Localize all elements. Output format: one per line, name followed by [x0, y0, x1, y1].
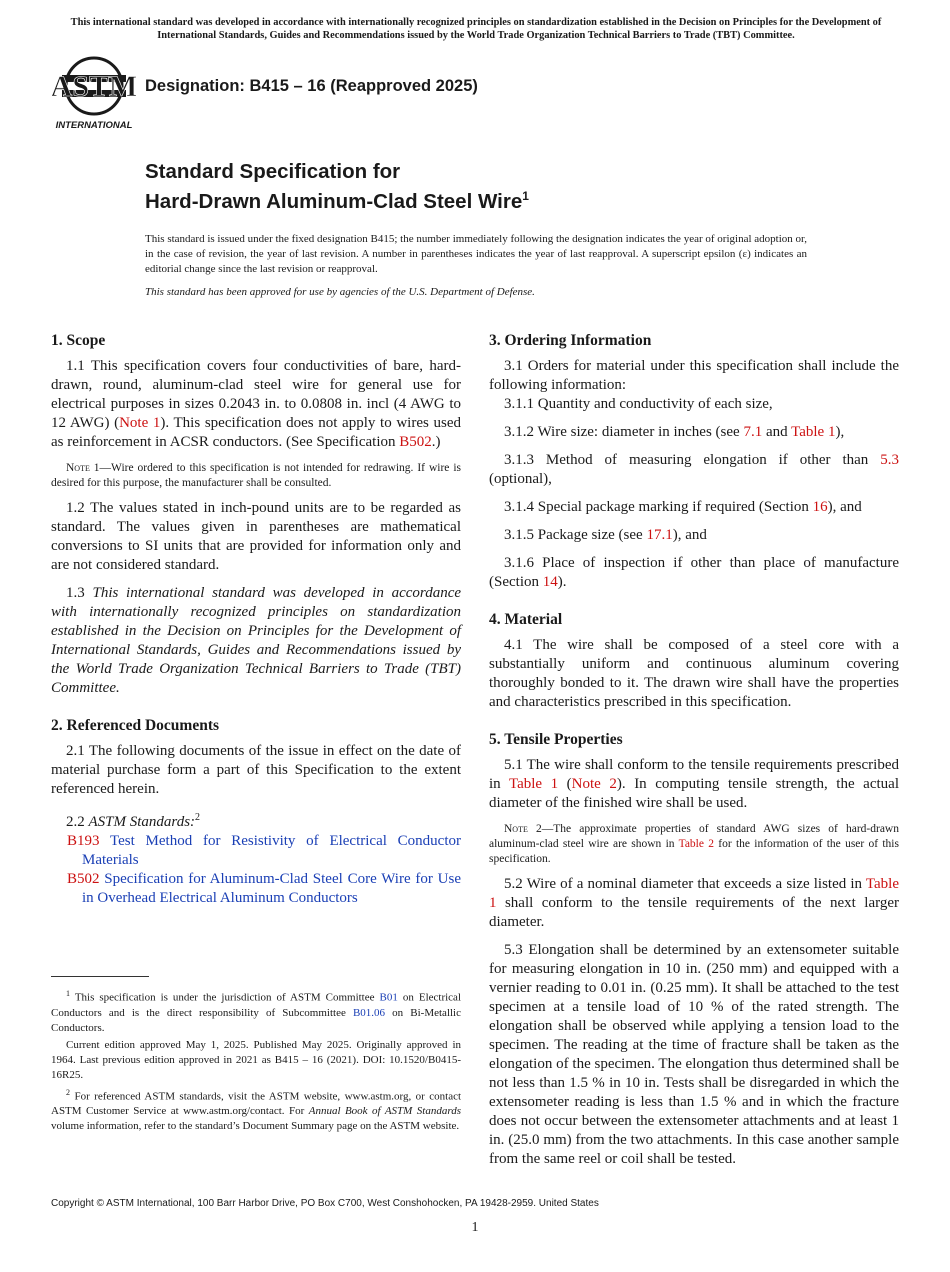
link-note-2[interactable]: Note 2: [571, 776, 617, 792]
item-3-1-4: 3.1.4 Special package marking if required (Section 16), and: [504, 499, 862, 515]
link-table-1-c[interactable]: Table 1: [489, 876, 899, 911]
section-5-heading: 5. Tensile Properties: [489, 731, 623, 748]
top-notice: This international standard was developed in accordance with internationally recognized principles on standardization established in the Decision on Principles for the Development of International Standards, Guides and Recommendations issued by the World Trade Organization Technical Barriers to Trade (TBT) Committee.: [70, 17, 882, 41]
para-5-1: 5.1 The wire shall conform to the tensile requirements prescribed in Table 1 (Note 2). In computing tensile strength, the actual diameter of the finished wire shall be used.: [489, 757, 899, 811]
left-column: [51, 331, 461, 908]
para-4-1: 4.1 The wire shall be composed of a steel core with a substantially uniform and continuous aluminum covering thoroughly bonded to it. The drawn wire shall have the properties and characteristics prescribed in this specification.: [489, 637, 899, 710]
link-section-14[interactable]: 14: [542, 574, 558, 590]
right-column: [489, 331, 899, 1178]
link-section-16[interactable]: 16: [812, 499, 828, 515]
logo-subtext: INTERNATIONAL: [55, 120, 133, 131]
item-3-1-1: 3.1.1 Quantity and conductivity of each size,: [504, 396, 773, 412]
b01-link[interactable]: B01: [379, 991, 398, 1004]
designation: Designation: B415 – 16 (Reapproved 2025): [145, 77, 478, 95]
item-3-1-5: 3.1.5 Package size (see 17.1), and: [504, 527, 707, 543]
dod-approval-note: This standard has been approved for use by agencies of the U.S. Department of Defense.: [145, 286, 535, 298]
para-5-3: 5.3 Elongation shall be determined by an extensometer suitable for measuring elongation in 10 in. (250 mm) and equipped with a vernier reading to 0.01 in. (0.25 mm). It shall be attached to the test specimen at a tensile load of 10 % of the rated strength. The elongation shall be observed while applying a tension load to the specimen. The reading at the time of fracture shall be taken as the elongation of the specimen. The elongation thus determined shall be not less than 1.5 % in 10 in. Tests shall be disregarded in which the extensometer reading is less than 1.5 % and in which the fracture does not occur between the extensometer attachments and at least 1 in. (25.0 mm) from the two attachments. In this case another sample from the same reel or coil shall be tested.: [489, 942, 899, 1167]
note-2: Note 2—The approximate properties of standard AWG sizes of hard-drawn aluminum-clad steel wire are shown in Table 2 for the information of the user of this specification.: [489, 823, 899, 865]
issue-note: This standard is issued under the fixed designation B415; the number immediately following the designation indicates the year of original adoption or, in the case of revision, the year of last revision. A number in parentheses indicates the year of last reapproval. A superscript epsilon (ε) indicates an editorial change since the last revision or reapproval.: [145, 233, 807, 275]
section-1-heading: 1. Scope: [51, 332, 106, 349]
logo-text: ASTM: [52, 70, 136, 103]
title-main: Hard-Drawn Aluminum-Clad Steel Wire: [145, 189, 523, 213]
title-line-2: [145, 184, 529, 214]
link-table-1[interactable]: Table 1: [791, 424, 836, 440]
item-3-1-2: 3.1.2 Wire size: diameter in inches (see 7.1 and Table 1),: [504, 424, 845, 440]
link-5-3[interactable]: 5.3: [880, 452, 899, 468]
footnote-1: $^1$ This specification is under the jurisdiction of ASTM Committee B01 on Electrical Conductors and is the direct responsibility of Subcommittee B01.06 on Bi-Metallic Conductors.: [51, 989, 461, 1034]
footnote-1-current-edition: Current edition approved May 1, 2025. Published May 2025. Originally approved in 1964. Last previous edition approved in 2021 as B415 – 16 (2021). DOI: 10.1520/B0415-16R25.: [51, 1038, 461, 1081]
note-1-link[interactable]: Note 1: [119, 415, 161, 431]
para-1-3: 1.3 This international standard was developed in accordance with internationally recognized principles on standardization established in the Decision on Principles for the Development of International Standards, Guides and Recommendations issued by the World Trade Organization Technical Barriers to Trade (TBT) Committee.: [51, 585, 462, 696]
ref-b502[interactable]: B502 Specification for Aluminum-Clad Steel Core Wire for Use in Overhead Electrical Aluminum Conductors: [67, 871, 461, 906]
link-17-1[interactable]: 17.1: [646, 527, 673, 543]
para-3-1: 3.1 Orders for material under this specification shall include the following information:: [489, 358, 899, 393]
para-2-1: 2.1 The following documents of the issue in effect on the date of material purchase form a part of this Specification to the extent referenced herein.: [51, 743, 461, 797]
section-3-heading: 3. Ordering Information: [489, 332, 652, 349]
b0106-link[interactable]: B01.06: [352, 1006, 386, 1019]
link-table-2[interactable]: Table 2: [678, 838, 715, 850]
section-4-heading: 4. Material: [489, 611, 563, 628]
footnotes: [51, 986, 461, 1136]
footnote-divider: [51, 976, 149, 977]
document-title: [145, 160, 529, 214]
section-2-heading: 2. Referenced Documents: [51, 717, 220, 734]
astm-logo-mark: [52, 56, 136, 132]
para-5-2: 5.2 Wire of a nominal diameter that exceeds a size listed in Table 1 shall conform to the tensile requirements of the next larger diameter.: [489, 876, 899, 930]
para-1-2: 1.2 The values stated in inch-pound units are to be regarded as standard. The values given in parentheses are mathematical conversions to SI units that are provided for information only and are not considered standard.: [51, 500, 461, 573]
title-line-1: Standard Specification for: [145, 160, 401, 183]
note-1: Note 1—Wire ordered to this specification is not intended for redrawing. If wire is desired for this purpose, the manufacturer shall be consulted.: [51, 462, 461, 489]
link-table-1-b[interactable]: Table 1: [508, 776, 559, 792]
para-2-2: 2.2 ASTM Standards:$^2$: [66, 812, 201, 830]
footnote-2: $^2$ For referenced ASTM standards, visit the ASTM website, www.astm.org, or contact ASTM Customer Service at www.astm.org/contact. For Annual Book of ASTM Standards volume information, refer to the standard’s Document Summary page on the ASTM website.: [51, 1087, 462, 1133]
title-footnote-ref: 1: [522, 189, 529, 203]
copyright: Copyright © ASTM International, 100 Barr Harbor Drive, PO Box C700, West Conshohocken, PA 19428-2959. United States: [51, 1198, 599, 1209]
page-number: 1: [471, 1220, 479, 1235]
b502-link[interactable]: B502: [399, 434, 432, 450]
item-3-1-3: 3.1.3 Method of measuring elongation if other than 5.3 (optional),: [489, 452, 899, 487]
astm-logo: [52, 56, 136, 132]
para-1-1: 1.1 This specification covers four conductivities of bare, hard-drawn, round, aluminum-clad steel wire for general use for electrical purposes in sizes 0.2043 in. to 0.0808 in. incl (4 AWG to 12 AWG) (Note 1). This specification does not apply to wires used as reinforcement in ACSR conductors. (See Specification B502.): [51, 358, 461, 450]
ref-b193[interactable]: B193 Test Method for Resistivity of Electrical Conductor Materials: [67, 833, 461, 868]
link-7-1[interactable]: 7.1: [743, 424, 763, 440]
item-3-1-6: 3.1.6 Place of inspection if other than place of manufacture (Section 14).: [489, 555, 899, 590]
